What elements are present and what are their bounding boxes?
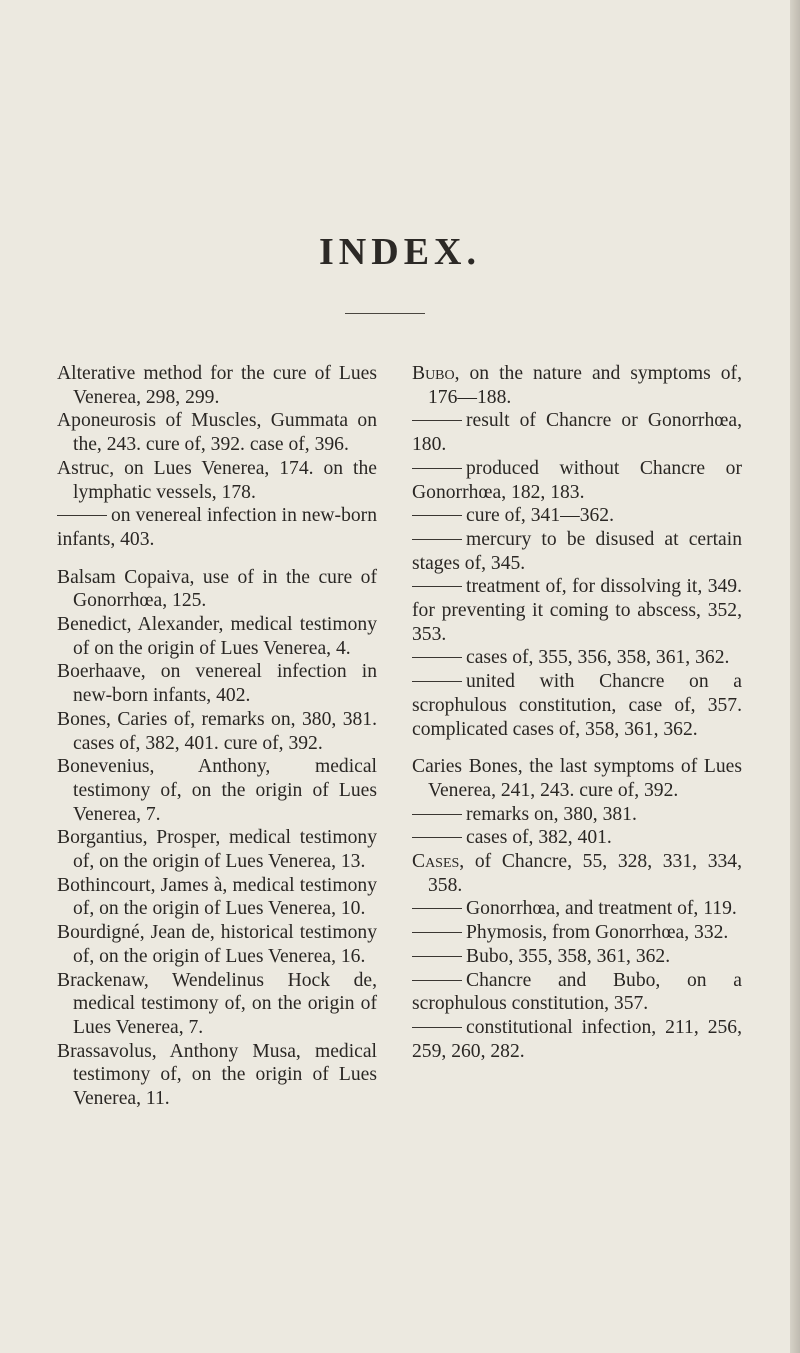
index-entry xyxy=(412,969,742,1016)
index-entry xyxy=(57,708,377,755)
entry-text: Bonevenius, Anthony, medical testimony of, on the origin of Lues Venerea, 7. xyxy=(57,756,377,825)
entry-text: of Chancre, 55, 328, 331, 334, 358. xyxy=(428,851,742,896)
entry-heading: Bubo, xyxy=(412,363,460,384)
entry-text: Caries Bones, the last symptoms of Lues Venerea, 241, 243. cure of, 392. xyxy=(412,756,742,801)
entry-text: mercury to be disused at certain stages of, 345. xyxy=(412,528,742,574)
entry-text: Bubo, 355, 358, 361, 362. xyxy=(466,945,671,967)
index-entry xyxy=(57,362,377,409)
entry-text: on venereal infection in new-born infants, 403. xyxy=(57,505,377,550)
ditto-dash xyxy=(412,586,462,587)
index-entry xyxy=(412,504,742,528)
ditto-dash xyxy=(412,980,462,981)
ditto-dash xyxy=(412,515,462,516)
index-entry xyxy=(57,1040,377,1111)
title-rule xyxy=(345,313,425,314)
entry-text: Phymosis, from Gonorrhœa, 332. xyxy=(466,922,729,944)
index-entry xyxy=(57,826,377,873)
entry-text: Bothincourt, James à, medical testimony of, on the origin of Lues Venerea, 10. xyxy=(57,874,377,920)
index-entry xyxy=(412,646,742,670)
index-entry xyxy=(57,457,377,504)
index-entry xyxy=(57,504,377,551)
index-entry xyxy=(412,528,742,575)
ditto-dash xyxy=(412,1027,462,1028)
index-entry xyxy=(57,969,377,1040)
entry-text: Benedict, Alexander, medical testimony of on the origin of Lues Venerea, 4. xyxy=(57,614,377,659)
ditto-dash xyxy=(412,539,462,540)
entry-text: Alterative method for the cure of Lues Venerea, 298, 299. xyxy=(57,363,377,408)
entry-text: result of Chancre or Gonorrhœa, 180. xyxy=(412,410,742,456)
ditto-dash xyxy=(412,657,462,658)
index-entry xyxy=(412,575,742,646)
index-entry xyxy=(412,755,742,802)
ditto-dash xyxy=(412,468,462,469)
index-entry xyxy=(412,826,742,850)
index-entry xyxy=(412,921,742,945)
entry-text: united with Chancre on a scrophulous constitution, case of, 357. complicated cases of, 358, 361, 362. xyxy=(412,671,742,740)
entry-text: Chancre and Bubo, on a scrophulous constitution, 357. xyxy=(412,969,742,1015)
index-entry xyxy=(57,613,377,660)
ditto-dash xyxy=(57,515,107,516)
index-entry xyxy=(412,897,742,921)
index-entry xyxy=(412,670,742,741)
entry-text: Borgantius, Prosper, medical testimony of, on the origin of Lues Venerea, 13. xyxy=(57,827,377,873)
index-entry xyxy=(412,457,742,504)
entry-text: constitutional infection, 211, 256, 259, 260, 282. xyxy=(412,1016,742,1062)
ditto-dash xyxy=(412,908,462,909)
index-entry xyxy=(57,755,377,826)
index-entry xyxy=(57,921,377,968)
index-column-left xyxy=(57,362,377,1111)
index-entry xyxy=(412,945,742,969)
page-edge xyxy=(790,0,800,1353)
entry-text: Aponeurosis of Muscles, Gummata on the, 243. cure of, 392. case of, 396. xyxy=(57,410,377,456)
entry-gap xyxy=(412,741,742,755)
entry-text: cure of, 341—362. xyxy=(466,505,615,527)
ditto-dash xyxy=(412,956,462,957)
entry-text: cases of, 355, 356, 358, 361, 362. xyxy=(466,647,730,669)
entry-gap xyxy=(57,552,377,566)
index-column-right xyxy=(412,362,742,1063)
ditto-dash xyxy=(412,932,462,933)
entry-heading: Cases, xyxy=(412,851,465,873)
ditto-dash xyxy=(412,681,462,682)
index-entry xyxy=(412,803,742,827)
entry-text: cases of, 382, 401. xyxy=(466,827,612,849)
entry-text: Bourdigné, Jean de, historical testimony of, on the origin of Lues Venerea, 16. xyxy=(57,922,377,967)
entry-text: Astruc, on Lues Venerea, 174. on the lymphatic vessels, 178. xyxy=(57,457,377,503)
entry-text: Gonorrhœa, and treatment of, 119. xyxy=(466,898,737,920)
index-entry xyxy=(57,566,377,613)
index-entry xyxy=(412,850,742,897)
index-entry xyxy=(57,874,377,921)
index-entry xyxy=(57,409,377,456)
index-entry xyxy=(57,660,377,707)
entry-text: treatment of, for dissolving it, 349. for preventing it coming to abscess, 352, 353. xyxy=(412,576,742,645)
entry-text: Bones, Caries of, remarks on, 380, 381. cases of, 382, 401. cure of, 392. xyxy=(57,708,377,754)
ditto-dash xyxy=(412,837,462,838)
ditto-dash xyxy=(412,420,462,421)
entry-text: on the nature and symptoms of, 176—188. xyxy=(428,363,742,408)
entry-text: Boerhaave, on venereal infection in new-born infants, 402. xyxy=(57,661,377,707)
entry-text: Balsam Copaiva, use of in the cure of Gonorrhœa, 125. xyxy=(57,566,377,612)
index-entry xyxy=(412,409,742,456)
entry-text: produced without Chancre or Gonorrhœa, 182, 183. xyxy=(412,457,742,503)
page-title: INDEX. xyxy=(319,231,481,274)
ditto-dash xyxy=(412,814,462,815)
entry-text: Brassavolus, Anthony Musa, medical testimony of, on the origin of Lues Venerea, 11. xyxy=(57,1040,377,1110)
index-entry xyxy=(412,362,742,409)
entry-text: Brackenaw, Wendelinus Hock de, medical testimony of, on the origin of Lues Venerea, 7. xyxy=(57,969,377,1038)
entry-text: remarks on, 380, 381. xyxy=(466,803,637,825)
index-entry xyxy=(412,1016,742,1063)
